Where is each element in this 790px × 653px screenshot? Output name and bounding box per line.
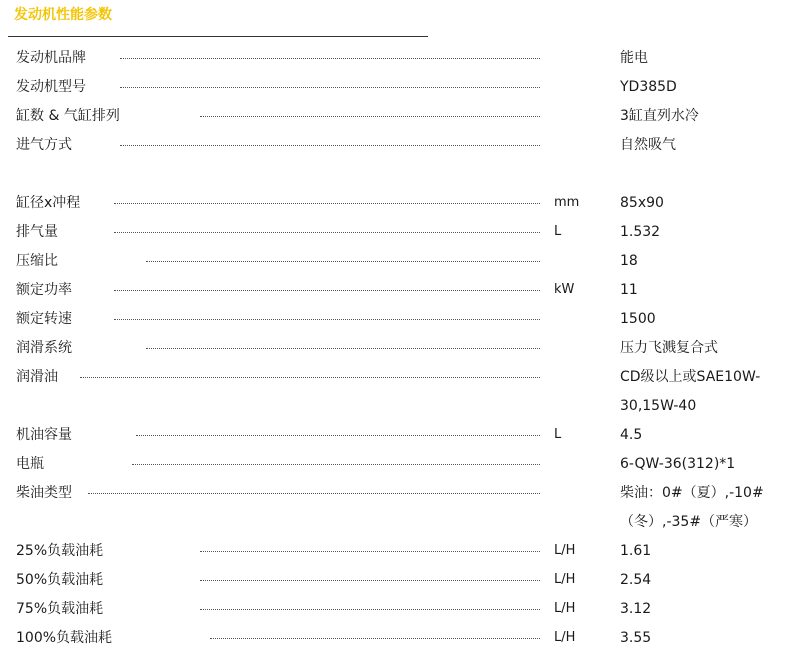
spec-label: 缸数 & 气缸排列: [16, 108, 120, 124]
spec-row-fuel-75: [0, 595, 790, 624]
spec-label: 额定功率: [16, 282, 72, 298]
spec-row-compression-ratio: [0, 247, 790, 276]
spec-value: 柴油：0#（夏）,-10#（冬）,-35#（严寒）: [620, 484, 764, 530]
spec-row-engine-brand: [0, 44, 790, 73]
spec-label: 压缩比: [16, 253, 58, 269]
spec-value: 1.532: [620, 223, 661, 240]
spec-row-fuel-25: [0, 537, 790, 566]
dot-leader: [132, 464, 540, 465]
dot-leader: [88, 493, 540, 494]
spec-row-cylinders: [0, 102, 790, 131]
spec-value: 18: [620, 252, 638, 269]
spec-label: 机油容量: [16, 427, 72, 443]
spec-row-fuel-50: [0, 566, 790, 595]
spec-label: 排气量: [16, 224, 58, 240]
spec-unit: L/H: [554, 572, 576, 587]
spec-value: 自然吸气: [620, 136, 676, 153]
spec-value: 1500: [620, 310, 656, 327]
spec-unit: L/H: [554, 601, 576, 616]
spec-unit: mm: [554, 195, 580, 210]
spec-row-engine-model: [0, 73, 790, 102]
dot-leader: [210, 638, 540, 639]
spec-row-lubricating-oil: [0, 363, 790, 414]
spec-label: 100%负载油耗: [16, 630, 113, 646]
spec-label: 50%负载油耗: [16, 572, 104, 588]
spec-row-displacement: [0, 218, 790, 247]
page-title: 发动机性能参数: [14, 7, 112, 23]
spec-row-oil-capacity: [0, 421, 790, 450]
spec-row-rated-speed: [0, 305, 790, 334]
dot-leader: [114, 290, 540, 291]
spec-value: 1.61: [620, 542, 652, 559]
dot-leader: [114, 319, 540, 320]
spec-unit: L: [554, 427, 562, 442]
spec-row-lubrication-system: [0, 334, 790, 363]
spec-label: 发动机品牌: [16, 50, 86, 66]
spec-row-fuel-100: [0, 624, 790, 653]
dot-leader: [146, 261, 540, 262]
spec-value: 2.54: [620, 571, 652, 588]
spec-label: 进气方式: [16, 137, 72, 153]
dot-leader: [200, 116, 540, 117]
spec-value: 3缸直列水冷: [620, 107, 699, 124]
dot-leader: [200, 609, 540, 610]
dot-leader: [114, 232, 540, 233]
spec-label: 额定转速: [16, 311, 72, 327]
dot-leader: [200, 580, 540, 581]
dot-leader: [120, 58, 540, 59]
spec-label: 柴油类型: [16, 485, 72, 501]
spec-value: 能电: [620, 49, 648, 66]
spec-unit: L: [554, 224, 562, 239]
spec-value: 85x90: [620, 194, 664, 211]
spec-value: 3.12: [620, 600, 652, 617]
spec-label: 发动机型号: [16, 79, 86, 95]
spec-value: YD385D: [620, 78, 677, 95]
spec-label: 润滑油: [16, 369, 58, 385]
spec-label: 25%负载油耗: [16, 543, 104, 559]
spec-unit: L/H: [554, 630, 576, 645]
dot-leader: [146, 348, 540, 349]
dot-leader: [200, 551, 540, 552]
spec-unit: L/H: [554, 543, 576, 558]
spec-label: 75%负载油耗: [16, 601, 104, 617]
dot-leader: [120, 145, 540, 146]
spec-row-rated-power: [0, 276, 790, 305]
dot-leader: [114, 203, 540, 204]
spec-row-bore-stroke: [0, 189, 790, 218]
spec-value: 3.55: [620, 629, 652, 646]
spec-value: 4.5: [620, 426, 643, 443]
dot-leader: [80, 377, 540, 378]
spec-value: CD级以上或SAE10W-30,15W-40: [620, 368, 761, 414]
spec-label: 缸径x冲程: [16, 195, 81, 211]
spec-value: 6-QW-36(312)*1: [620, 455, 736, 472]
spec-value: 11: [620, 281, 638, 298]
spec-row-diesel-type: [0, 479, 790, 530]
spec-unit: kW: [554, 282, 575, 297]
spec-value: 压力飞溅复合式: [620, 339, 718, 356]
spec-row-battery: [0, 450, 790, 479]
dot-leader: [136, 435, 540, 436]
spec-label: 润滑系统: [16, 340, 72, 356]
spec-row-intake: [0, 131, 790, 160]
dot-leader: [120, 87, 540, 88]
spec-label: 电瓶: [16, 456, 44, 472]
